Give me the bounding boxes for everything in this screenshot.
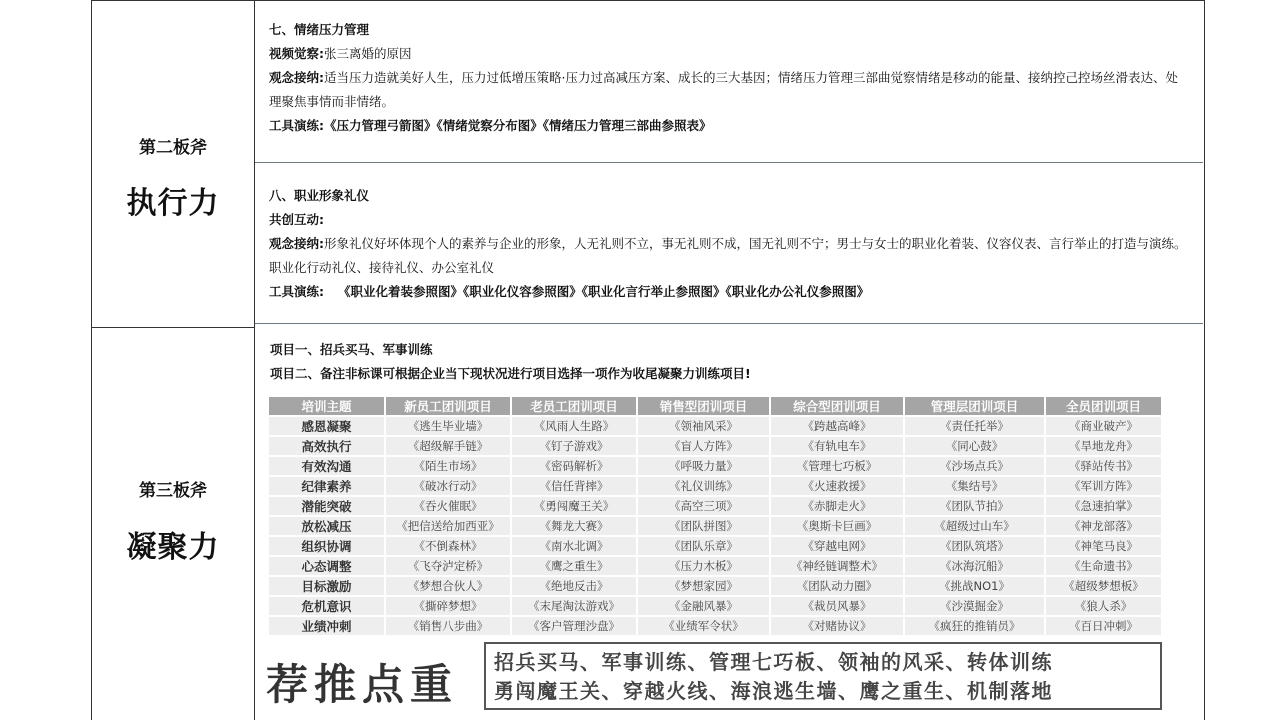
recommend-line-2: 勇闯魔王关、穿越火线、海浪逃生墙、鹰之重生、机制落地 [494, 679, 1053, 703]
table-cell: 《南水北调》 [511, 536, 637, 556]
project-two: 项目二、备注非标课可根据企业当下现状况进行项目选择一项作为收尾凝聚力训练项目! [270, 366, 751, 381]
header-cell: 老员工团训项目 [511, 397, 637, 416]
section-title: 八、职业形象礼仪 [269, 188, 370, 203]
table-cell: 《团队拼图》 [637, 516, 770, 536]
table-cell: 《管理七巧板》 [770, 456, 904, 476]
row-divider-left [91, 327, 255, 328]
table-cell: 《客户管理沙盘》 [511, 616, 637, 636]
header-cell: 销售型团训项目 [637, 397, 770, 416]
header-cell: 综合型团训项目 [770, 397, 904, 416]
header-cell: 管理层团训项目 [904, 397, 1045, 416]
table-cell: 《穿越电网》 [770, 536, 904, 556]
project-one: 项目一、招兵买马、军事训练 [270, 342, 433, 357]
table-cell: 《生命遗书》 [1045, 556, 1162, 576]
topic-cell: 业绩冲刺 [269, 616, 385, 636]
tools-line: 工具演练:《压力管理弓箭图》《情绪觉察分布图》《情绪压力管理三部曲参照表》 [269, 118, 712, 133]
table-cell: 《破冰行动》 [385, 476, 511, 496]
table-cell: 《梦想合伙人》 [385, 576, 511, 596]
table-cell: 《销售八步曲》 [385, 616, 511, 636]
table-cell: 《沙场点兵》 [904, 456, 1045, 476]
table-cell: 《超级梦想板》 [1045, 576, 1162, 596]
table-row [269, 556, 1162, 576]
table-cell: 《沙漠掘金》 [904, 596, 1045, 616]
table-cell: 《冰海沉船》 [904, 556, 1045, 576]
table-cell: 《挑战NO1》 [904, 576, 1045, 596]
concept-line: 观念接纳:形象礼仪好坏体现个人的素养与企业的形象，人无礼则不立，事无礼则不成，国无礼则不宁；男士与女士的职业化着装、仪容仪表、言行举止的打造与演练。职业化行动礼仪、接待礼仪、办公室礼仪 [269, 236, 1187, 275]
table-row [269, 536, 1162, 556]
table-cell: 《同心鼓》 [904, 436, 1045, 456]
table-row [269, 456, 1162, 476]
table-cell: 《撕碎梦想》 [385, 596, 511, 616]
axe-3-subtitle: 第三板斧 [139, 481, 207, 501]
table-cell: 《梦想家园》 [637, 576, 770, 596]
concept-line: 观念接纳:适当压力造就美好人生，压力过低增压策略·压力过高减压方案、成长的三大基因；情绪压力管理三部曲觉察情绪是移动的能量、接纳控己控场丝滑表达、处理聚焦事情而非情绪。 [269, 70, 1178, 109]
table-row [269, 616, 1162, 636]
table-cell: 《团队筑塔》 [904, 536, 1045, 556]
table-header-row [269, 397, 1162, 416]
table-row [269, 516, 1162, 536]
table-cell: 《疯狂的推销员》 [904, 616, 1045, 636]
table-row [269, 476, 1162, 496]
topic-cell: 潜能突破 [269, 496, 385, 516]
table-cell: 《鹰之重生》 [511, 556, 637, 576]
table-cell: 《不倒森林》 [385, 536, 511, 556]
section-title: 七、情绪压力管理 [269, 22, 370, 37]
table-cell: 《奥斯卡巨画》 [770, 516, 904, 536]
table-row [269, 436, 1162, 456]
section-emotion-pressure [269, 18, 1189, 138]
table-cell: 《勇闯魔王关》 [511, 496, 637, 516]
table-cell: 《超级解手链》 [385, 436, 511, 456]
table-cell: 《业绩军令状》 [637, 616, 770, 636]
table-cell: 《团队动力圈》 [770, 576, 904, 596]
topic-cell: 纪律素养 [269, 476, 385, 496]
table-cell: 《百日冲刺》 [1045, 616, 1162, 636]
table-cell: 《驿站传书》 [1045, 456, 1162, 476]
table-cell: 《把信送给加西亚》 [385, 516, 511, 536]
table-cell: 《盲人方阵》 [637, 436, 770, 456]
table-cell: 《团队乐章》 [637, 536, 770, 556]
table-cell: 《军训方阵》 [1045, 476, 1162, 496]
table-cell: 《高空三项》 [637, 496, 770, 516]
header-cell: 培训主题 [269, 397, 385, 416]
table-cell: 《领袖风采》 [637, 416, 770, 436]
table-cell: 《金融风暴》 [637, 596, 770, 616]
table-row [269, 416, 1162, 436]
table-cell: 《赤脚走火》 [770, 496, 904, 516]
table-cell: 《压力木板》 [637, 556, 770, 576]
table-cell: 《陌生市场》 [385, 456, 511, 476]
table-cell: 《急速拍掌》 [1045, 496, 1162, 516]
tools-line: 工具演练: 《职业化着装参照图》《职业化仪容参照图》《职业化言行举止参照图》《职业化办公礼仪参照图》 [269, 284, 870, 299]
header-cell: 全员团训项目 [1045, 397, 1162, 416]
topic-cell: 高效执行 [269, 436, 385, 456]
table-cell: 《有轨电车》 [770, 436, 904, 456]
table-cell: 《责任托举》 [904, 416, 1045, 436]
topic-cell: 心态调整 [269, 556, 385, 576]
table-cell: 《风雨人生路》 [511, 416, 637, 436]
cocreate-line: 共创互动: [269, 212, 324, 227]
table-cell: 《对赌协议》 [770, 616, 904, 636]
table-cell: 《密码解析》 [511, 456, 637, 476]
table-row [269, 596, 1162, 616]
topic-cell: 感恩凝聚 [269, 416, 385, 436]
table-cell: 《旱地龙舟》 [1045, 436, 1162, 456]
table-row [269, 576, 1162, 596]
recommend-line-1: 招兵买马、军事训练、管理七巧板、领袖的风采、转体训练 [494, 650, 1053, 674]
table-cell: 《神经链调整术》 [770, 556, 904, 576]
table-cell: 《舞龙大赛》 [511, 516, 637, 536]
header-cell: 新员工团训项目 [385, 397, 511, 416]
table-cell: 《超级过山车》 [904, 516, 1045, 536]
recommend-box [484, 642, 1162, 710]
video-line: 视频觉察:张三离婚的原因 [269, 46, 412, 61]
section-professional-etiquette [269, 184, 1189, 304]
table-cell: 《狼人杀》 [1045, 596, 1162, 616]
recommend-title: 荐推点重 [266, 660, 459, 709]
table-cell: 《跨越高峰》 [770, 416, 904, 436]
table-cell: 《吞火催眠》 [385, 496, 511, 516]
topic-cell: 组织协调 [269, 536, 385, 556]
axe-3-title: 凝聚力 [126, 530, 220, 565]
table-cell: 《礼仪训练》 [637, 476, 770, 496]
table-cell: 《末尾淘汰游戏》 [511, 596, 637, 616]
table-cell: 《火速救援》 [770, 476, 904, 496]
table-cell: 《神龙部落》 [1045, 516, 1162, 536]
table-cell: 《绝地反击》 [511, 576, 637, 596]
row-divider-1 [255, 162, 1203, 163]
table-cell: 《呼吸力量》 [637, 456, 770, 476]
table-row [269, 496, 1162, 516]
row-divider-2 [255, 323, 1203, 324]
table-cell: 《裁员风暴》 [770, 596, 904, 616]
topic-cell: 有效沟通 [269, 456, 385, 476]
training-table [269, 397, 1163, 637]
axe-2-title: 执行力 [126, 186, 220, 221]
topic-cell: 目标激励 [269, 576, 385, 596]
table-cell: 《神笔马良》 [1045, 536, 1162, 556]
topic-cell: 危机意识 [269, 596, 385, 616]
table-cell: 《信任背摔》 [511, 476, 637, 496]
table-cell: 《飞夺泸定桥》 [385, 556, 511, 576]
table-cell: 《集结号》 [904, 476, 1045, 496]
column-divider [254, 0, 255, 720]
table-cell: 《钉子游戏》 [511, 436, 637, 456]
table-cell: 《团队节拍》 [904, 496, 1045, 516]
axe-2-subtitle: 第二板斧 [139, 138, 207, 158]
table-cell: 《逃生毕业墙》 [385, 416, 511, 436]
table-cell: 《商业破产》 [1045, 416, 1162, 436]
topic-cell: 放松减压 [269, 516, 385, 536]
